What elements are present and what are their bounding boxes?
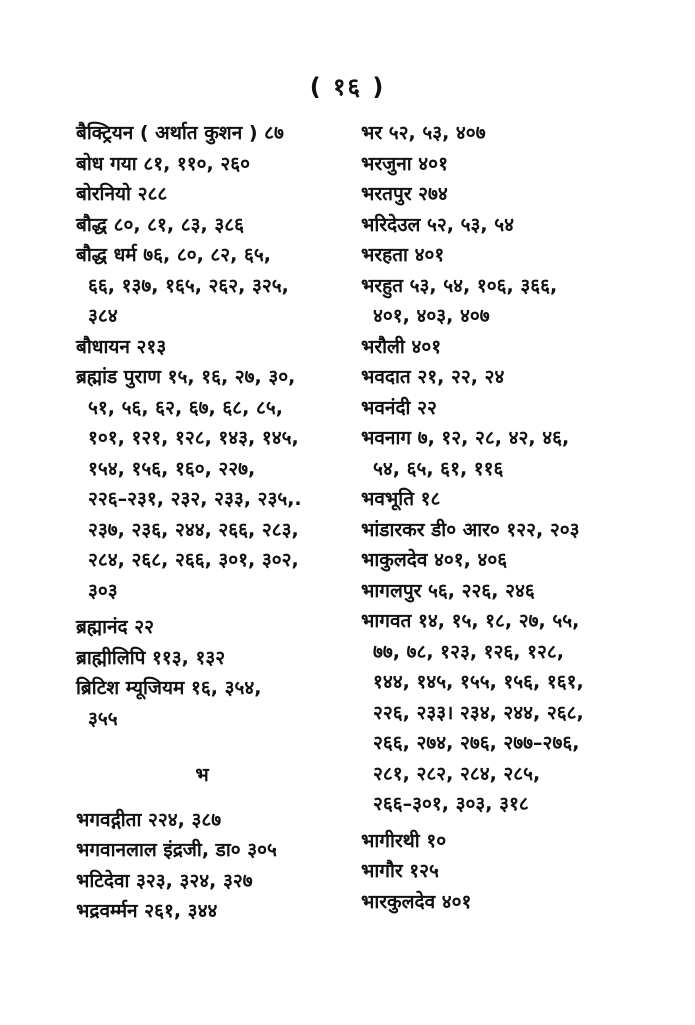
index-entry-term: ब्रह्मानंद २२ [76,616,154,638]
index-entry-term: भरजुना ४०१ [361,152,448,175]
index-entry [361,210,661,241]
index-entry-term: भगवानलाल इंद्रजी, डा० ३०५ [76,839,277,861]
index-entry [76,896,348,927]
index-entry-term: बौधायन २१३ [76,335,167,358]
index-entry [76,210,348,241]
index-entry-term: भरहता ४०१ [361,244,445,266]
index-entry [76,866,348,897]
index-entry-term: ब्राह्मीलिपि ११३, १३२ [76,646,226,669]
index-entry [361,856,661,887]
index-entry [361,576,661,607]
index-entry-continuation: १०१, १२१, १२८, १४३, १४५, [88,427,299,449]
index-entry [76,805,348,836]
index-entry [361,545,661,576]
index-entry-continuation: ६६, १३७, १६५, २६२, ३२५, [88,274,289,297]
right-column [361,118,661,917]
index-entry-continuation: ३५५ [88,707,118,730]
index-entry-term: भागवत १४, १५, १८, २७, ५५, [361,610,580,632]
index-entry [361,515,661,546]
index-entry [76,362,348,606]
index-entry-term: भागलपुर ५६, २२६, २४६ [361,579,535,602]
index-entry [361,179,661,210]
index-entry [76,179,348,210]
index-entry-term: भरहुत ५३, ५४, १०६, ३६६, [361,274,558,297]
index-entry-term: बौद्ध ८०, ८१, ८३, ३८६ [76,213,244,236]
index-entry [361,149,661,180]
index-entry-term: बोध गया ८१, ११०, २६० [76,152,251,175]
index-entry [76,643,348,674]
index-entry-term: भरौली ४०१ [361,335,442,358]
index-entry-term: भागीरथी १० [361,829,447,852]
index-entry-term: भवदात २१, २२, २४ [361,366,505,388]
index-entry-continuation: ३८४ [88,305,118,327]
index-entry [76,149,348,180]
index-entry-term: भवभूति १८ [361,488,441,510]
index-entry-continuation: ५१, ५६, ६२, ६७, ६८, ८५, [88,396,283,419]
index-entry [361,118,661,149]
index-entry-term: भर ५२, ५३, ४०७ [361,122,486,144]
index-entry [361,332,661,363]
index-entry [76,332,348,363]
index-entry-continuation: २२६, २३३। २३४, २४४, २६८, [373,701,584,724]
page-number: ( १६ ) [309,73,386,101]
index-entry-term: भगवद्गीता २२४, ३८७ [76,808,222,831]
index-entry [361,826,661,857]
index-entry [361,393,661,424]
index-entry-term: ब्रह्मांड पुराण १५, १६, २७, ३०, [76,366,296,388]
index-entry [361,606,661,820]
index-entry-term: भरिदेउल ५२, ५३, ५४ [361,213,514,236]
index-entry-term: भवनंदी २२ [361,396,437,419]
index-entry [76,673,348,734]
index-entry [76,240,348,332]
index-entry [361,362,661,393]
index-entry-term: भागौर १२५ [361,860,439,882]
index-entry-term: भद्रवर्म्मन २६१, ३४४ [76,900,218,922]
index-entry-term: बौद्ध धर्म ७६, ८०, ८२, ६५, [76,244,271,266]
index-entry [76,835,348,866]
index-entry-continuation: २२६–२३१, २३२, २३३, २३५,. [88,488,302,510]
index-entry [361,423,661,484]
index-entry-continuation: २८१, २८२, २८४, २८५, [373,762,541,785]
index-entry-continuation: २३७, २३६, २४४, २६६, २८३, [88,518,299,541]
section-heading: भ [195,764,209,786]
index-entry [361,271,661,332]
index-entry-continuation: ७७, ७८, १२३, १२६, १२८, [373,640,564,663]
index-entry-continuation: १४४, १४५, १५५, १५६, १६१, [373,671,584,693]
index-entry-continuation: ४०१, ४०३, ४०७ [373,305,490,327]
index-entry-term: भरतपुर २७४ [361,183,448,205]
index-entry-continuation: २६६, २७४, २७६, २७७–२७६, [373,732,580,754]
left-column [76,118,348,927]
index-entry-term: भारकुलदेव ४०१ [361,890,472,913]
index-entry-continuation: १५४, १५६, १६०, २२७, [88,457,256,480]
index-entry-term: बैक्ट्रियन ( अर्थात कुशन ) ८७ [76,122,284,144]
index-entry-term: भवनाग ७, १२, २८, ४२, ४६, [361,427,570,449]
index-entry [361,484,661,515]
index-entry-continuation: २६६–३०१, ३०३, ३१८ [373,793,529,815]
index-entry [76,118,348,149]
index-entry [361,240,661,271]
index-entry-continuation: ३०३ [88,579,118,602]
index-entry-continuation: ५४, ६५, ६१, ११६ [373,457,504,480]
index-entry-term: भाकुलदेव ४०१, ४०६ [361,549,508,571]
index-entry-term: भटिदेवा ३२३, ३२४, ३२७ [76,869,253,892]
index-entry-term: भांडारकर डी० आर० १२२, २०३ [361,518,580,541]
index-entry-term: बोरनियो २८८ [76,183,168,205]
index-entry [361,887,661,918]
index-entry-term: ब्रिटिश म्यूजियम १६, ३५४, [76,677,262,699]
index-entry [76,612,348,643]
index-entry-continuation: २८४, २६८, २६६, ३०१, ३०२, [88,549,299,571]
